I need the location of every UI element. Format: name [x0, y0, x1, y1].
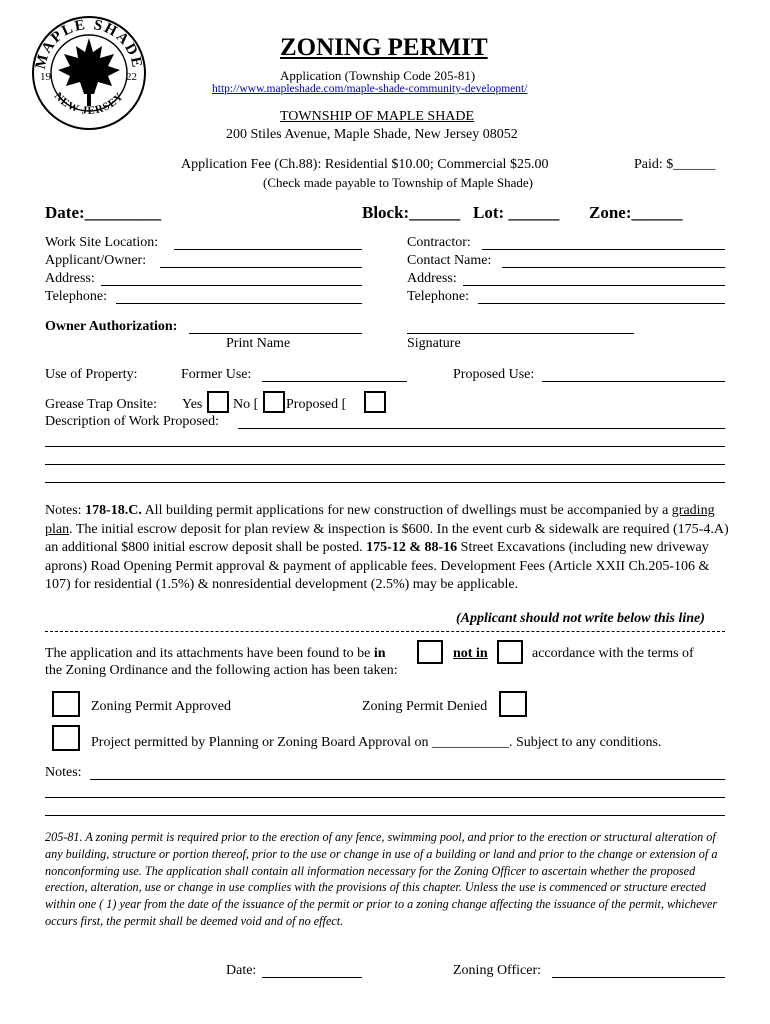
work-site-line[interactable] — [174, 249, 362, 250]
contractor-telephone-line[interactable] — [478, 303, 725, 304]
board-approval-label: Project permitted by Planning or Zoning Board Approval on ___________. Subject to any conditions. — [91, 735, 662, 750]
description-line-1[interactable] — [238, 428, 725, 429]
grease-proposed-label: Proposed [ — [286, 397, 347, 412]
grease-yes-label: Yes — [182, 397, 203, 412]
work-site-label: Work Site Location: — [45, 235, 159, 250]
office-notes-line-3[interactable] — [45, 815, 725, 816]
contact-name-line[interactable] — [502, 267, 725, 268]
applicant-line[interactable] — [160, 267, 362, 268]
not-in-label: not in — [453, 646, 488, 661]
grease-trap-label: Grease Trap Onsite: — [45, 397, 157, 412]
telephone-line[interactable] — [116, 303, 362, 304]
print-name-line[interactable] — [189, 333, 362, 334]
address-label: Address: — [45, 271, 95, 286]
township-name: TOWNSHIP OF MAPLE SHADE — [280, 109, 475, 124]
description-line-4[interactable] — [45, 482, 725, 483]
seal-bottom-text: NEW JERSEY — [51, 90, 127, 117]
proposed-use-line[interactable] — [542, 381, 725, 382]
ordinance-text: 205-81. A zoning permit is required prior to the erection of any fence, swimming pool, and prior to the erection or structural alteration of any building, structure or portion thereof, prior to the use or change in use of a building or land and prior to the change or extension of a nonconforming use. The application shall contain all information necessary for the Zoning Officer to ascertain whether the proposed erection, alteration, use or change in use complies with the provisions of this chapter. Unless the use is commenced or structure erected within one ( 1) year from the date of the issuance of the permit or prior to a zoning change affecting the issuance of the permit, whichever occurs first, the permit shall be deemed void and of no effect. — [45, 830, 718, 928]
page-subtitle: Application (Township Code 205-81) — [280, 68, 476, 83]
approved-checkbox[interactable] — [52, 691, 80, 717]
owner-authorization-label: Owner Authorization: — [45, 319, 178, 334]
use-of-property-label: Use of Property: — [45, 367, 138, 382]
date-field[interactable]: Date:_________ — [45, 203, 162, 222]
signature-caption: Signature — [407, 336, 461, 351]
zoning-officer-label: Zoning Officer: — [453, 963, 541, 978]
footer-date-line[interactable] — [262, 977, 362, 978]
address-line[interactable] — [101, 285, 362, 286]
seal-top-text: MAPLE SHADE — [32, 16, 146, 71]
notes-ref-178: 178-18.C. — [85, 503, 142, 518]
community-development-link[interactable]: http://www.mapleshade.com/maple-shade-community-development/ — [212, 83, 528, 95]
not-in-checkbox[interactable] — [497, 640, 523, 664]
contractor-address-label: Address: — [407, 271, 457, 286]
application-fee: Application Fee (Ch.88): Residential $10.00; Commercial $25.00 — [181, 157, 549, 172]
office-notes-line-1[interactable] — [90, 779, 725, 780]
office-notes-line-2[interactable] — [45, 797, 725, 798]
print-name-caption: Print Name — [226, 336, 291, 351]
block-field[interactable]: Block:______ — [362, 203, 461, 222]
footer-date-label: Date: — [226, 963, 257, 978]
seal-year-right: 22 — [126, 71, 137, 83]
notes-paragraph: Notes: 178-18.C. All building permit applications for new construction of dwellings must be accompanied by a grading plan. The initial escrow deposit for plan review & inspection is $600. In the event curb & sidewalk are required (175-4.A) an additional $800 initial escrow deposit shall be posted. 175-12 & 88-16 Street Excavations (including new driveway aprons) Road Opening Permit approval & payment of applicable fees. Development Fees (Article XXII Ch.205-106 & 107) for residential (1.5%) & nonresidential development (2.5%) may be applicable. — [45, 503, 729, 592]
check-note: (Check made payable to Township of Maple Shade) — [263, 175, 533, 190]
contractor-telephone-label: Telephone: — [407, 289, 469, 304]
former-use-label: Former Use: — [181, 367, 252, 382]
applicant-label: Applicant/Owner: — [45, 253, 147, 268]
board-approval-checkbox[interactable] — [52, 725, 80, 751]
grease-no-label: No [ — [233, 397, 259, 412]
contractor-label: Contractor: — [407, 235, 471, 250]
accordance-text: accordance with the terms of — [532, 646, 694, 661]
found-text: The application and its attachments have been found to be in — [45, 646, 386, 661]
description-label: Description of Work Proposed: — [45, 414, 219, 429]
grading-plan-text: grading plan — [45, 503, 715, 537]
zoning-officer-line[interactable] — [552, 977, 725, 978]
applicant-warning: (Applicant should not write below this line) — [456, 611, 705, 626]
lot-field[interactable]: Lot: ______ — [473, 203, 560, 222]
office-notes-label: Notes: — [45, 765, 82, 780]
grease-yes-checkbox[interactable] — [207, 391, 229, 413]
description-line-3[interactable] — [45, 464, 725, 465]
grease-no-checkbox[interactable] — [263, 391, 285, 413]
contact-name-label: Contact Name: — [407, 253, 492, 268]
signature-line[interactable] — [407, 333, 634, 334]
cut-line-divider — [45, 631, 725, 632]
seal-year-left: 19 — [40, 71, 51, 83]
telephone-label: Telephone: — [45, 289, 107, 304]
notes-ref-175: 175-12 & 88-16 — [366, 540, 458, 555]
grease-proposed-checkbox[interactable] — [364, 391, 386, 413]
paid-field[interactable]: Paid: $______ — [634, 157, 716, 172]
page-title: ZONING PERMIT — [280, 34, 488, 61]
contractor-line[interactable] — [482, 249, 725, 250]
found-text-line2: the Zoning Ordinance and the following action has been taken: — [45, 663, 398, 678]
proposed-use-label: Proposed Use: — [453, 367, 535, 382]
denied-label: Zoning Permit Denied — [362, 699, 488, 714]
township-address: 200 Stiles Avenue, Maple Shade, New Jersey 08052 — [226, 127, 518, 142]
maple-shade-seal-logo — [30, 14, 148, 132]
contractor-address-line[interactable] — [463, 285, 725, 286]
in-checkbox[interactable] — [417, 640, 443, 664]
former-use-line[interactable] — [262, 381, 407, 382]
zone-field[interactable]: Zone:______ — [589, 203, 683, 222]
denied-checkbox[interactable] — [499, 691, 527, 717]
approved-label: Zoning Permit Approved — [91, 699, 231, 714]
description-line-2[interactable] — [45, 446, 725, 447]
